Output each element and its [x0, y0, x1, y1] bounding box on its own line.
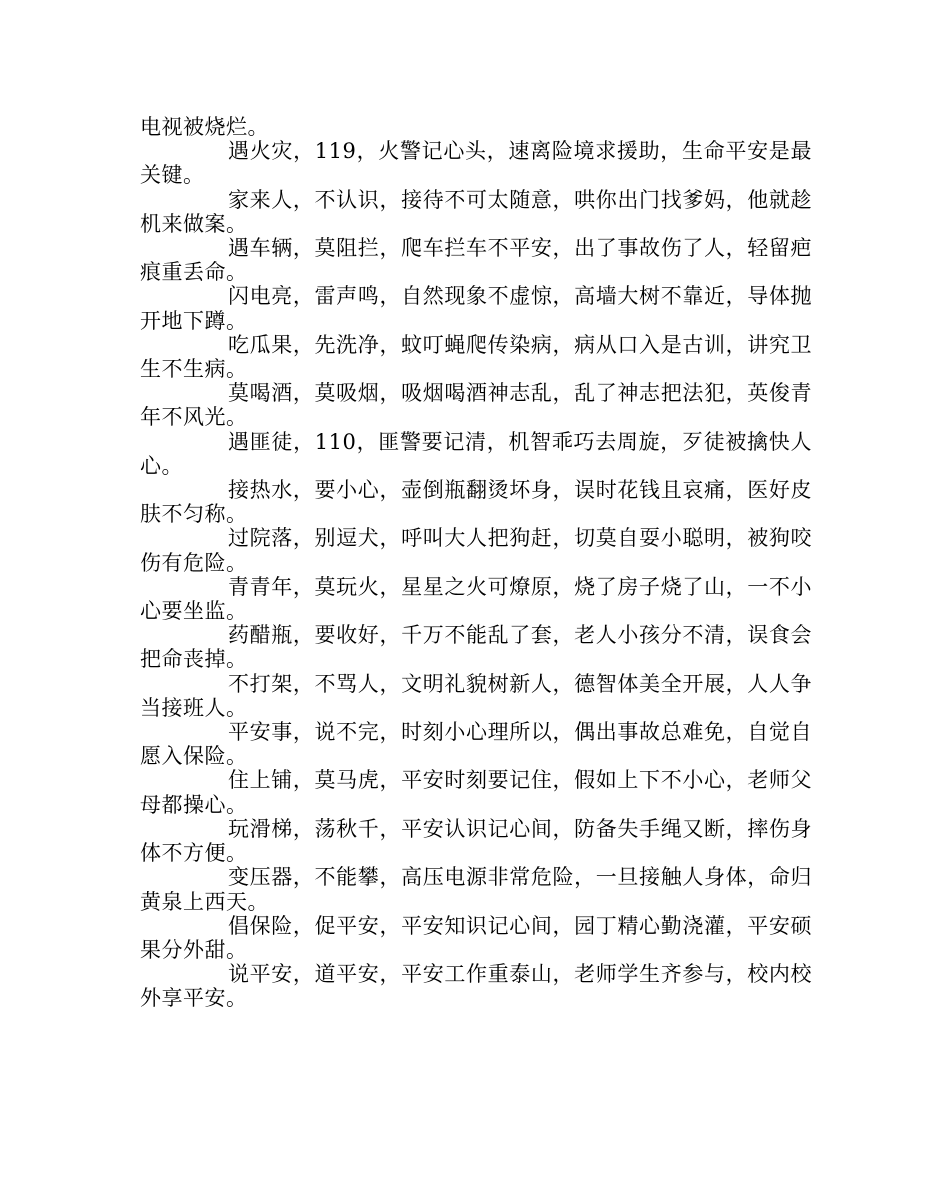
- paragraph-vehicle: 遇车辆，莫阻拦，爬车拦车不平安，出了事故伤了人，轻留疤痕重丢命。: [140, 236, 812, 285]
- paragraph-bunk-bed: 住上铺，莫马虎，平安时刻要记住，假如上下不小心，老师父母都操心。: [140, 768, 812, 817]
- paragraph-insurance: 平安事，说不完，时刻小心理所以，偶出事故总难免，自觉自愿入保险。: [140, 720, 812, 769]
- paragraph-medicine: 药醋瓶，要收好，千万不能乱了套，老人小孩分不清，误食会把命丧掉。: [140, 623, 812, 672]
- paragraph-fruit: 吃瓜果，先洗净，蚊叮蝇爬传染病，病从口入是古训，讲究卫生不生病。: [140, 332, 812, 382]
- paragraph-promote-safety: 倡保险，促平安，平安知识记心间，园丁精心勤浇灌，平安硕果分外甜。: [140, 913, 812, 962]
- paragraph-civility: 不打架，不骂人，文明礼貌树新人，德智体美全开展，人人争当接班人。: [140, 671, 812, 720]
- paragraph-playing-fire: 青青年，莫玩火，星星之火可燎原，烧了房子烧了山，一不小心要坐监。: [140, 574, 812, 624]
- paragraph-transformer: 变压器，不能攀，高压电源非常危险，一旦接触人身体，命归黄泉上西天。: [140, 865, 812, 914]
- paragraph-fire: 遇火灾，119，火警记心头，速离险境求援助，生命平安是最关键。: [140, 139, 812, 188]
- paragraph-lightning: 闪电亮，雷声鸣，自然现象不虚惊，高墙大树不靠近，导体抛开地下蹲。: [140, 284, 812, 333]
- paragraph-alcohol: 莫喝酒，莫吸烟，吸烟喝酒神志乱，乱了神志把法犯，英俊青年不风光。: [140, 381, 812, 430]
- lead-fragment: 电视被烧烂。: [140, 115, 269, 139]
- paragraph-talk-safety: 说平安，道平安，平安工作重泰山，老师学生齐参与，校内校外享平安。: [140, 962, 812, 1011]
- paragraph-hot-water: 接热水，要小心，壶倒瓶翻烫坏身，误时花钱且哀痛，医好皮肤不匀称。: [140, 478, 812, 527]
- paragraph-stranger: 家来人，不认识，接待不可太随意，哄你出门找爹妈，他就趁机来做案。: [140, 187, 812, 236]
- paragraph-robber: 遇匪徒，110，匪警要记清，机智乖巧去周旋，歹徒被擒快人心。: [140, 429, 812, 478]
- document-body: [140, 115, 812, 1011]
- paragraph-dog: 过院落，别逗犬，呼叫大人把狗赶，切莫自耍小聪明，被狗咬伤有危险。: [140, 526, 812, 575]
- paragraph-slide-swing: 玩滑梯，荡秋千，平安认识记心间，防备失手绳又断，摔伤身体不方便。: [140, 816, 812, 866]
